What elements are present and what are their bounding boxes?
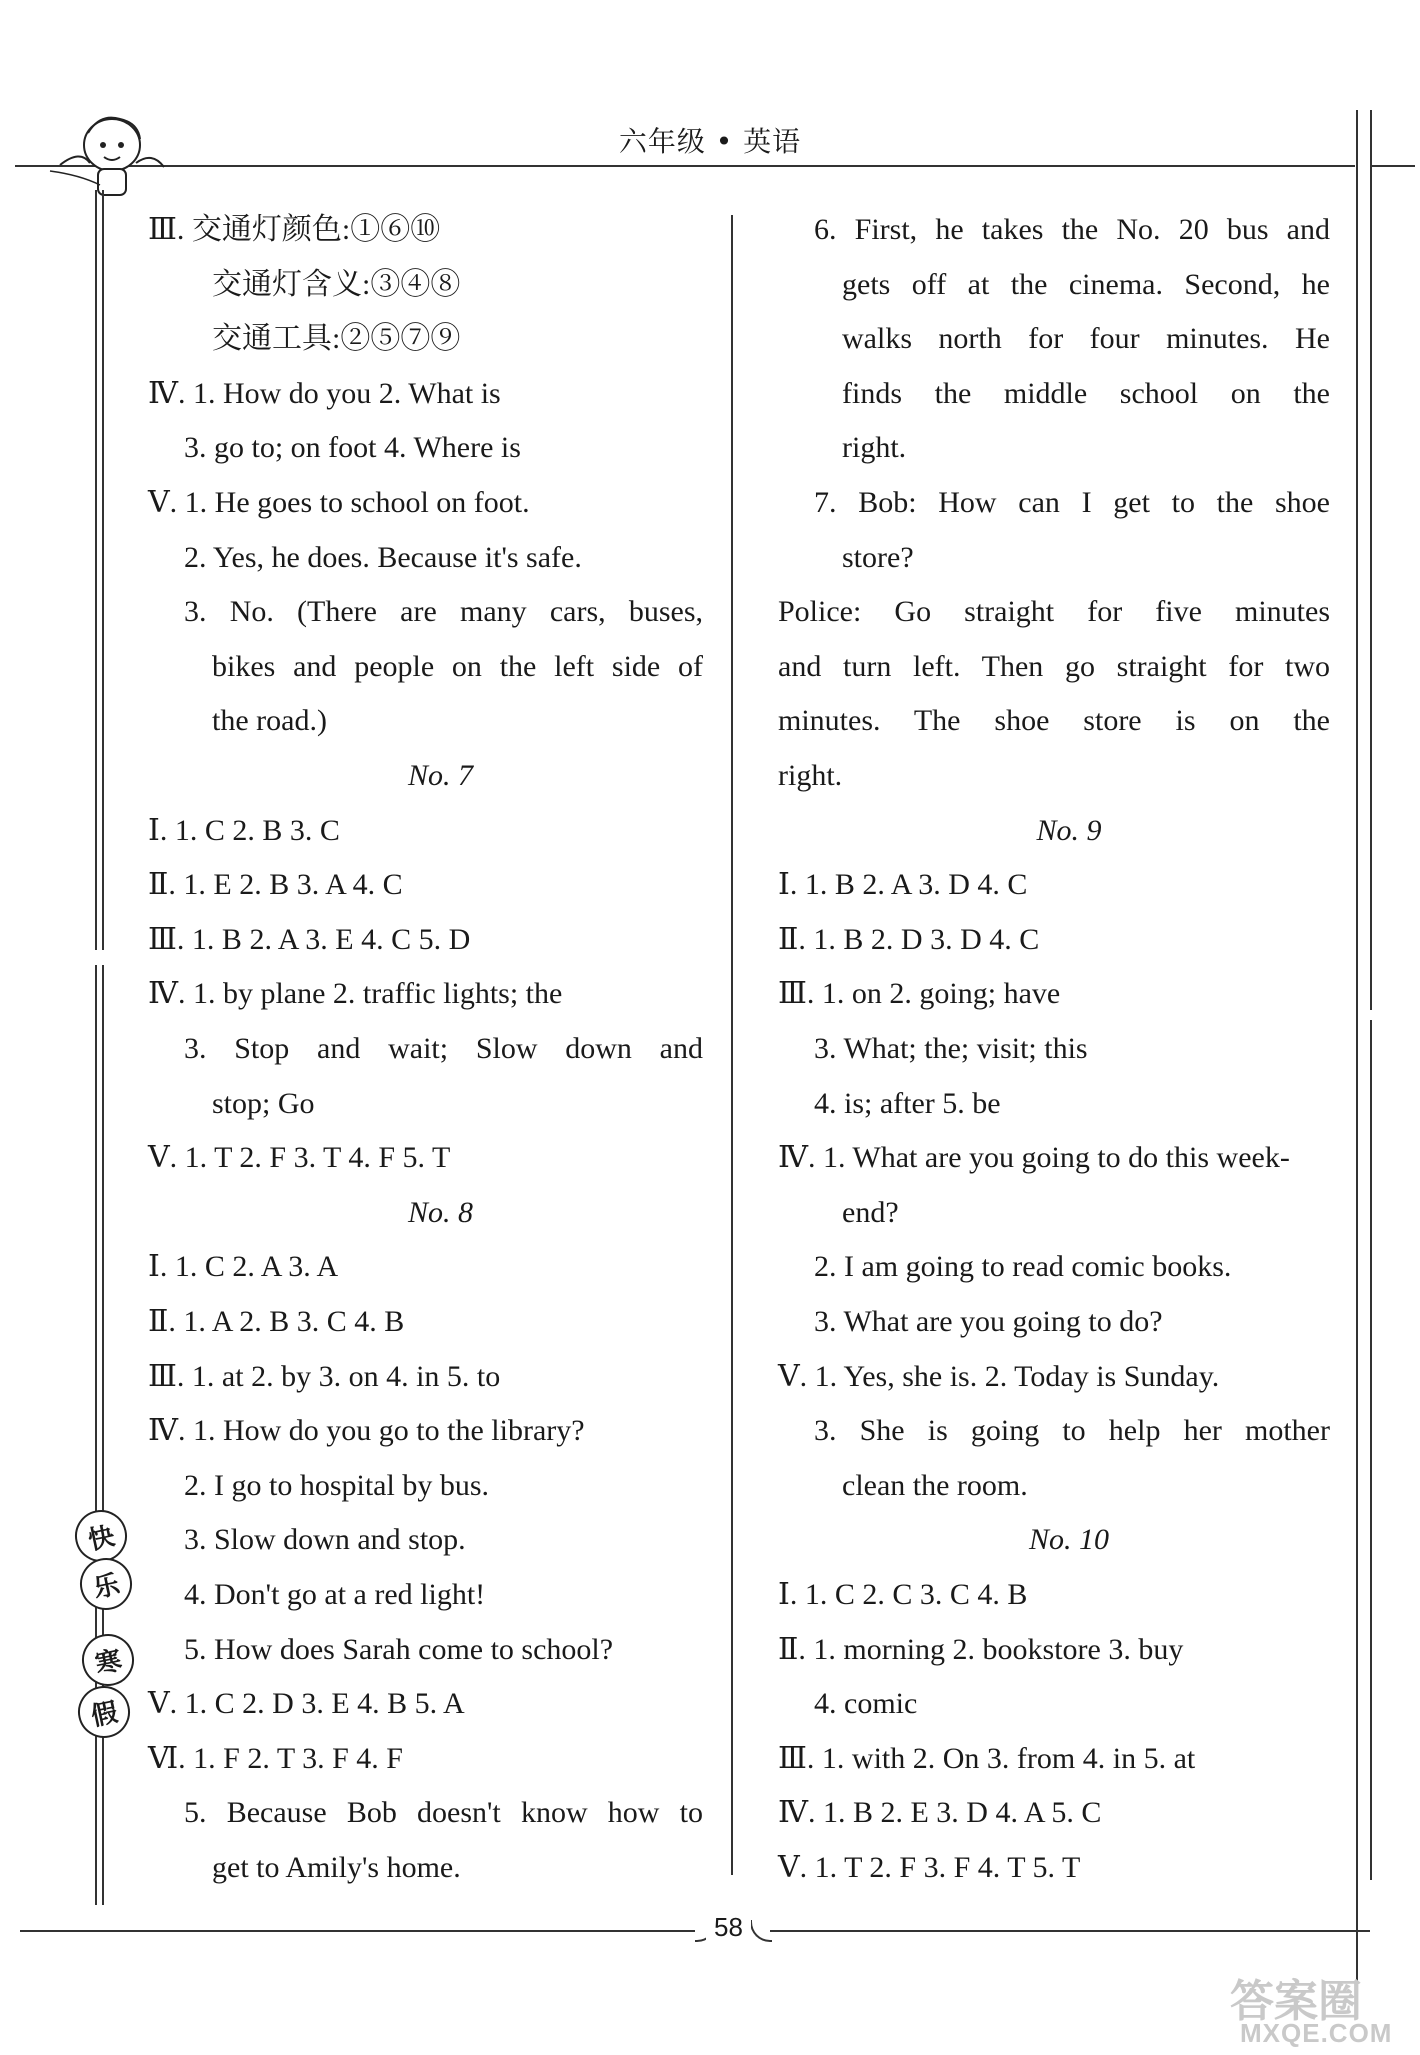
answer-line: Ⅳ. 1. What are you going to do this week- (778, 1141, 1290, 1175)
answer-line: 4. Don't go at a red light! (184, 1578, 486, 1611)
answer-line: 2. I go to hospital by bus. (184, 1468, 489, 1502)
answer-line: finds the middle school on the (842, 376, 1330, 410)
answer-line: Ⅱ. 1. morning 2. bookstore 3. buy (778, 1632, 1184, 1666)
answer-line: Ⅴ. 1. He goes to school on foot. (148, 486, 530, 519)
answer-line: Ⅲ. 1. on 2. going; have (778, 977, 1061, 1011)
left-margin-rule-lower-2 (102, 965, 104, 1905)
answer-line: Ⅱ. 1. E 2. B 3. A 4. C (148, 868, 403, 902)
answer-line: Ⅳ. 1. by plane 2. traffic lights; the (148, 977, 563, 1011)
header-rule-right (1370, 165, 1415, 167)
answer-line: Ⅴ. 1. Yes, she is. 2. Today is Sunday. (778, 1359, 1220, 1393)
answer-line: Ⅲ. 1. with 2. On 3. from 4. in 5. at (778, 1741, 1196, 1775)
watermark-logo: 答案圈 (1230, 1977, 1362, 2026)
answer-line: 5. How does Sarah come to school? (184, 1632, 614, 1666)
answer-line: and turn left. Then go straight for two (778, 649, 1330, 683)
answer-line: Ⅴ. 1. T 2. F 3. T 4. F 5. T (148, 1141, 451, 1175)
answer-line: 交通工具:②⑤⑦⑨ (212, 322, 461, 356)
answer-line: Ⅰ. 1. C 2. B 3. C (148, 813, 340, 847)
left-margin-rule (95, 190, 97, 950)
answer-line: Ⅱ. 1. A 2. B 3. C 4. B (148, 1305, 405, 1338)
left-margin-rule-lower (95, 965, 97, 1905)
answer-line: 3. What are you going to do? (814, 1305, 1163, 1338)
answer-line: Ⅳ. 1. How do you 2. What is (148, 376, 501, 410)
answer-line: Ⅰ. 1. C 2. C 3. C 4. B (778, 1578, 1028, 1611)
answer-line: right. (842, 431, 907, 465)
answer-line: Ⅳ. 1. B 2. E 3. D 4. A 5. C (778, 1796, 1102, 1830)
answer-line: 5. Because Bob doesn't know how to (184, 1796, 703, 1830)
footer-ornament-right (750, 1920, 772, 1942)
answer-line: 3. What; the; visit; this (814, 1032, 1088, 1065)
answer-line: 3. Stop and wait; Slow down and (184, 1032, 703, 1065)
answer-line: 3. Slow down and stop. (184, 1523, 466, 1557)
answer-line: 4. comic (814, 1687, 918, 1721)
column-divider (731, 215, 733, 1875)
side-tab-char-2: 乐 (75, 1553, 137, 1615)
answer-line: clean the room. (842, 1468, 1028, 1502)
section-heading: No. 10 (1028, 1523, 1109, 1557)
mascot-illustration (40, 105, 170, 205)
answer-line: Ⅲ. 交通灯颜色:①⑥⑩ (148, 213, 441, 246)
answer-line: 2. Yes, he does. Because it's safe. (184, 540, 582, 574)
right-margin-rule-2 (1370, 110, 1372, 1010)
answer-line: 3. No. (There are many cars, buses, (184, 595, 703, 629)
answer-line: right. (778, 759, 843, 792)
answer-line: Ⅰ. 1. B 2. A 3. D 4. C (778, 868, 1028, 902)
answer-line: 3. go to; on foot 4. Where is (184, 431, 521, 465)
answer-line: 3. She is going to help her mother (814, 1414, 1330, 1448)
answer-line: 2. I am going to read comic books. (814, 1250, 1232, 1284)
answer-line: 6. First, he takes the No. 20 bus and (814, 213, 1330, 246)
header-rule (15, 165, 1355, 167)
answer-line: Ⅲ. 1. B 2. A 3. E 4. C 5. D (148, 922, 471, 956)
section-heading: No. 7 (407, 759, 473, 792)
answer-line: Ⅰ. 1. C 2. A 3. A (148, 1250, 339, 1284)
answer-line: end? (842, 1195, 899, 1229)
answer-line: 交通灯含义:③④⑧ (212, 267, 461, 301)
answer-line: gets off at the cinema. Second, he (842, 267, 1330, 301)
answer-line: Ⅴ. 1. T 2. F 3. F 4. T 5. T (778, 1851, 1081, 1884)
right-margin-rule (1356, 110, 1358, 2010)
answer-line: 4. is; after 5. be (814, 1086, 1001, 1120)
section-heading: No. 8 (407, 1195, 473, 1229)
side-tab-char-4: 假 (73, 1681, 135, 1743)
section-heading: No. 9 (1036, 813, 1102, 847)
watermark-url: MXQE.COM (1240, 2018, 1393, 2048)
side-tab-char-1: 快 (70, 1505, 132, 1567)
page-number: 58 (706, 1912, 751, 1943)
side-tab-char-3: 寒 (77, 1629, 139, 1691)
answer-line: Ⅱ. 1. B 2. D 3. D 4. C (778, 922, 1040, 956)
answer-line: Ⅳ. 1. How do you go to the library? (148, 1414, 585, 1448)
answer-line: Ⅲ. 1. at 2. by 3. on 4. in 5. to (148, 1359, 501, 1393)
footer-rule-left (20, 1930, 695, 1932)
right-answer-column (778, 210, 1330, 1890)
left-answer-column (148, 210, 703, 1890)
answer-line: Police: Go straight for five minutes (778, 595, 1330, 629)
left-margin-rule-2 (102, 190, 104, 950)
footer-rule-right (770, 1930, 1370, 1932)
answer-line: bikes and people on the left side of (212, 649, 703, 683)
answer-line: stop; Go (212, 1086, 315, 1120)
answer-line: Ⅵ. 1. F 2. T 3. F 4. F (148, 1741, 403, 1775)
answer-line: store? (842, 540, 914, 574)
right-margin-rule-3 (1370, 1020, 1372, 1880)
answer-line: the road.) (212, 704, 327, 738)
answer-line: walks north for four minutes. He (842, 322, 1330, 356)
answer-line: 7. Bob: How can I get to the shoe (814, 486, 1330, 519)
answer-line: Ⅴ. 1. C 2. D 3. E 4. B 5. A (148, 1687, 465, 1721)
page-header-title: 六年级 • 英语 (618, 125, 802, 158)
answer-line: get to Amily's home. (212, 1851, 461, 1884)
answer-line: minutes. The shoe store is on the (778, 704, 1330, 738)
